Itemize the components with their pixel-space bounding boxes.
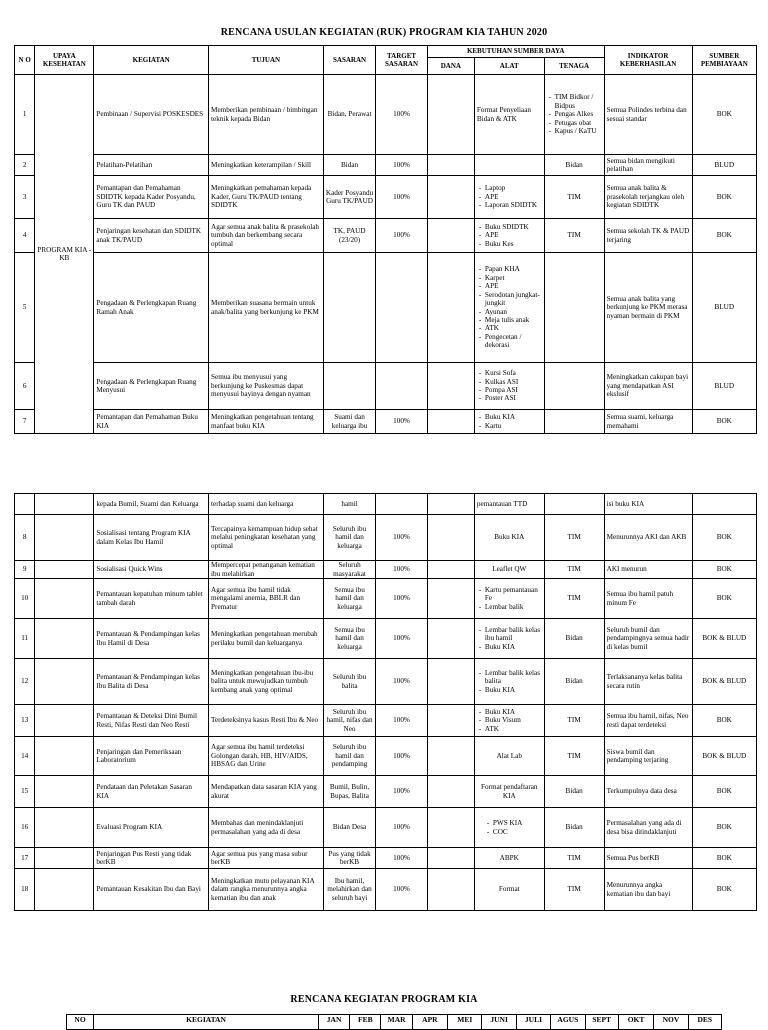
cell-kegiatan: Penjaringan dan Pemeriksaan Laboratorium bbox=[94, 737, 209, 776]
alat-item: - Kulkas ASI bbox=[485, 378, 542, 386]
cell-sasaran: Seluruh ibu hamil dan pendamping bbox=[323, 737, 376, 776]
cell-alat bbox=[474, 705, 544, 737]
cell-sumber: BOK bbox=[692, 75, 756, 155]
cell-tujuan: Memberikan suasana bermain untuk anak/balita yang berkunjung ke PKM bbox=[209, 253, 324, 363]
cell-alat: ABPK bbox=[474, 848, 544, 869]
cell-tujuan: Agar semua pus yang masa subur berKB bbox=[209, 848, 324, 869]
cell-sumber: BOK bbox=[692, 219, 756, 253]
plan-header-month: APR bbox=[412, 1015, 447, 1030]
alat-item: - APE bbox=[485, 193, 542, 201]
cell-tenaga bbox=[544, 75, 604, 155]
cell-kegiatan: Pemantapan dan Pemahaman Buku KIA bbox=[94, 410, 209, 434]
cell-no: 13 bbox=[15, 705, 35, 737]
ruk-table-page1 bbox=[14, 45, 757, 434]
cell-upaya bbox=[35, 848, 94, 869]
cell-dana bbox=[427, 410, 474, 434]
cell-target: 100% bbox=[376, 155, 427, 176]
cell-upaya: PROGRAM KIA - KB bbox=[35, 75, 94, 434]
cell-sasaran: Bidan bbox=[323, 155, 376, 176]
cell-tenaga: Bidan bbox=[544, 776, 604, 808]
table-row bbox=[15, 410, 757, 434]
cell-upaya bbox=[35, 737, 94, 776]
cell-tujuan: Meningkatkan pengetahuan tentang manfaat buku KIA bbox=[209, 410, 324, 434]
cell-kegiatan: Sosialisasi tentang Program KIA dalam Kelas Ibu Hamil bbox=[94, 515, 209, 561]
cell-tenaga: TIM bbox=[544, 737, 604, 776]
cell-kegiatan: Pemantauan kepatuhan minum tablet tambah darah bbox=[94, 579, 209, 619]
cell-sumber: BOK & BLUD bbox=[692, 659, 756, 705]
cell-no: 17 bbox=[15, 848, 35, 869]
cell-tujuan: Mendapatkan data sasaran KIA yang akurat bbox=[209, 776, 324, 808]
cell-sumber: BOK bbox=[692, 410, 756, 434]
cell-sumber: BOK bbox=[692, 515, 756, 561]
cell-upaya bbox=[35, 515, 94, 561]
cell-no bbox=[15, 494, 35, 515]
table-row bbox=[15, 176, 757, 219]
cell-dana bbox=[427, 155, 474, 176]
plan-header-month: JUNI bbox=[482, 1015, 516, 1030]
header-tujuan: TUJUAN bbox=[209, 46, 324, 75]
cell-kegiatan: Evaluasi Program KIA bbox=[94, 808, 209, 848]
cell-upaya bbox=[35, 561, 94, 579]
cell-indikator: Semua ibu hamil patuh minum Fe bbox=[604, 579, 692, 619]
alat-item: - APE bbox=[485, 282, 542, 290]
cell-alat: Buku KIA bbox=[474, 515, 544, 561]
cell-sumber: BOK & BLUD bbox=[692, 619, 756, 659]
plan-header-month: MEI bbox=[448, 1015, 482, 1030]
cell-alat: pemantauan TTD bbox=[474, 494, 544, 515]
cell-indikator: Seluruh bumil dan pendampingnya semua hadir di kelas bumil bbox=[604, 619, 692, 659]
cell-sasaran: hamil bbox=[323, 494, 376, 515]
plan-header-month: SEPT bbox=[585, 1015, 618, 1030]
cell-tujuan: Membahas dan menindaklanjuti permasalahan yang ada di desa bbox=[209, 808, 324, 848]
alat-item: - APE bbox=[485, 231, 542, 239]
cell-alat: Alat Lab bbox=[474, 737, 544, 776]
cell-target: 100% bbox=[376, 619, 427, 659]
cell-indikator: AKI menurun bbox=[604, 561, 692, 579]
cell-sumber: BOK bbox=[692, 176, 756, 219]
alat-item: - ATK bbox=[485, 324, 542, 332]
cell-no: 6 bbox=[15, 363, 35, 410]
plan-header-month: AGUS bbox=[551, 1015, 585, 1030]
cell-alat: Leaflet QW bbox=[474, 561, 544, 579]
table-row bbox=[15, 75, 757, 155]
table-row bbox=[15, 155, 757, 176]
cell-sumber: BOK bbox=[692, 869, 756, 911]
cell-dana bbox=[427, 619, 474, 659]
cell-no: 10 bbox=[15, 579, 35, 619]
cell-dana bbox=[427, 176, 474, 219]
cell-upaya bbox=[35, 808, 94, 848]
alat-item: - Karpet bbox=[485, 274, 542, 282]
cell-tenaga: TIM bbox=[544, 869, 604, 911]
cell-kegiatan: Pelatihan-Pelatihan bbox=[94, 155, 209, 176]
cell-indikator: Semua anak balita yang berkunjung ke PKM merasa nyaman bermain di PKM bbox=[604, 253, 692, 363]
table-row bbox=[15, 869, 757, 911]
cell-alat bbox=[474, 176, 544, 219]
cell-kegiatan: Penjaringan kesehatan dan SDIDTK anak TK/PAUD bbox=[94, 219, 209, 253]
cell-sasaran: Semua ibu hamil dan keluarga bbox=[323, 579, 376, 619]
alat-item: - Poster ASI bbox=[485, 394, 542, 402]
cell-tenaga: Bidan bbox=[544, 808, 604, 848]
cell-kegiatan: Pengadaan & Perlengkapan Ruang Menyusui bbox=[94, 363, 209, 410]
cell-no: 12 bbox=[15, 659, 35, 705]
table-row bbox=[15, 515, 757, 561]
cell-indikator: Siswa bumil dan pendamping terjaring bbox=[604, 737, 692, 776]
cell-dana bbox=[427, 561, 474, 579]
cell-indikator: Semua Pus berKB bbox=[604, 848, 692, 869]
cell-sasaran: Seluruh masyarakat bbox=[323, 561, 376, 579]
alat-item: - Pompa ASI bbox=[485, 386, 542, 394]
cell-sumber: BOK bbox=[692, 808, 756, 848]
cell-no: 4 bbox=[15, 219, 35, 253]
table-row bbox=[15, 363, 757, 410]
tenaga-item: - Pengas Alkes bbox=[555, 110, 602, 118]
cell-no: 8 bbox=[15, 515, 35, 561]
cell-sasaran: Kader Posyandu Guru TK/PAUD bbox=[323, 176, 376, 219]
cell-alat bbox=[474, 808, 544, 848]
header-no: N O bbox=[15, 46, 35, 75]
cell-no: 15 bbox=[15, 776, 35, 808]
cell-tenaga: Bidan bbox=[544, 619, 604, 659]
alat-item: - Lembar balik kelas ibu hamil bbox=[485, 626, 542, 643]
alat-item: - Kursi Sofa bbox=[485, 369, 542, 377]
cell-alat: Format pendaftaran KIA bbox=[474, 776, 544, 808]
cell-kegiatan: Pembinaan / Supervisi POSKESDES bbox=[94, 75, 209, 155]
cell-target: 100% bbox=[376, 705, 427, 737]
plan-header-no: NO bbox=[67, 1015, 94, 1030]
cell-tenaga bbox=[544, 410, 604, 434]
alat-item: - Papan KHA bbox=[485, 265, 542, 273]
cell-tujuan: Mempercepat penanganan kematian ibu melahirkan bbox=[209, 561, 324, 579]
cell-sumber: BLUD bbox=[692, 155, 756, 176]
cell-target: 100% bbox=[376, 561, 427, 579]
alat-item: - Serodotan jungkat-jungkit bbox=[485, 291, 542, 308]
cell-kegiatan: Pemantapan dan Pemahaman SDIDTK kepada Kader Posyandu, Guru TK dan PAUD bbox=[94, 176, 209, 219]
alat-item: - Lembar balik kelas balita bbox=[485, 669, 542, 686]
cell-kegiatan: Pemantauan & Pendampingan kelas Ibu Hamil di Desa bbox=[94, 619, 209, 659]
cell-sasaran: Bumil, Bulin, Bupas, Balita bbox=[323, 776, 376, 808]
cell-sasaran: Semua ibu hamil dan keluarga bbox=[323, 619, 376, 659]
cell-sasaran: Bidan, Perawat bbox=[323, 75, 376, 155]
cell-no: 14 bbox=[15, 737, 35, 776]
cell-upaya bbox=[35, 494, 94, 515]
cell-sasaran: Seluruh ibu balita bbox=[323, 659, 376, 705]
alat-item: - Buku KIA bbox=[485, 686, 542, 694]
alat-item: - Buku KIA bbox=[485, 708, 542, 716]
cell-target: 100% bbox=[376, 579, 427, 619]
cell-sasaran: Seluruh ibu hamil dan keluarga bbox=[323, 515, 376, 561]
cell-dana bbox=[427, 253, 474, 363]
ruk-table-page2 bbox=[14, 493, 757, 911]
table-row bbox=[15, 705, 757, 737]
cell-dana bbox=[427, 219, 474, 253]
cell-sumber bbox=[692, 494, 756, 515]
alat-item: - Laporan SDIDTK bbox=[485, 201, 542, 209]
cell-no: 18 bbox=[15, 869, 35, 911]
cell-tenaga: Bidan bbox=[544, 659, 604, 705]
cell-no: 1 bbox=[15, 75, 35, 155]
cell-target bbox=[376, 363, 427, 410]
cell-tenaga: TIM bbox=[544, 176, 604, 219]
alat-item: - PWS KIA bbox=[493, 819, 542, 827]
cell-alat bbox=[474, 253, 544, 363]
tenaga-item: - Kapus / KaTU bbox=[555, 127, 602, 135]
table-row bbox=[15, 619, 757, 659]
table-row bbox=[15, 659, 757, 705]
cell-target: 100% bbox=[376, 75, 427, 155]
cell-no: 11 bbox=[15, 619, 35, 659]
table-row bbox=[15, 579, 757, 619]
cell-alat bbox=[474, 619, 544, 659]
cell-tujuan: Meningkatkan pemahaman kepada Kader, Guru TK/PAUD tentang SDIDTK bbox=[209, 176, 324, 219]
cell-sasaran bbox=[323, 253, 376, 363]
cell-tenaga bbox=[544, 253, 604, 363]
cell-tenaga bbox=[544, 363, 604, 410]
cell-tenaga: Bidan bbox=[544, 155, 604, 176]
cell-dana bbox=[427, 75, 474, 155]
cell-tujuan: Semua ibu menyusui yang berkunjung ke Puskesmas dapat menyusui bayinya dengan nyaman bbox=[209, 363, 324, 410]
cell-no: 16 bbox=[15, 808, 35, 848]
cell-dana bbox=[427, 808, 474, 848]
cell-dana bbox=[427, 737, 474, 776]
alat-item: - Kartu bbox=[485, 422, 542, 430]
plan-table bbox=[66, 1014, 722, 1030]
cell-no: 2 bbox=[15, 155, 35, 176]
cell-target: 100% bbox=[376, 776, 427, 808]
cell-dana bbox=[427, 579, 474, 619]
cell-alat: Format Penyeliaan Bidan & ATK bbox=[474, 75, 544, 155]
cell-sumber: BLUD bbox=[692, 253, 756, 363]
cell-kegiatan: kepada Bumil, Suami dan Keluarga bbox=[94, 494, 209, 515]
table-row bbox=[15, 253, 757, 363]
header-kebutuhan: KEBUTUHAN SUMBER DAYA bbox=[427, 46, 604, 58]
cell-kegiatan: Pemantauan Kesakitan Ibu dan Bayi bbox=[94, 869, 209, 911]
cell-target: 100% bbox=[376, 410, 427, 434]
cell-kegiatan: Pemantauan & Deteksi Dini Bumil Resti, Nifas Resti dan Neo Resti bbox=[94, 705, 209, 737]
cell-target: 100% bbox=[376, 737, 427, 776]
cell-sasaran: Seluruh ibu hamil, nifas dan Neo bbox=[323, 705, 376, 737]
cell-dana bbox=[427, 363, 474, 410]
cell-target: 100% bbox=[376, 219, 427, 253]
cell-indikator: Menurunnya AKI dan AKB bbox=[604, 515, 692, 561]
cell-target: 100% bbox=[376, 808, 427, 848]
alat-item: - Buku Kes bbox=[485, 240, 542, 248]
document-title: RENCANA USULAN KEGIATAN (RUK) PROGRAM KIA TAHUN 2020 bbox=[220, 27, 548, 38]
header-upaya: UPAYA KESEHATAN bbox=[35, 46, 94, 75]
cell-indikator: isi buku KIA bbox=[604, 494, 692, 515]
cell-indikator: Semua bidan mengikuti pelatihan bbox=[604, 155, 692, 176]
table-row bbox=[15, 219, 757, 253]
plan-header-month: JULI bbox=[516, 1015, 550, 1030]
cell-indikator: Semua sekolah TK & PAUD terjaring bbox=[604, 219, 692, 253]
cell-tenaga: TIM bbox=[544, 705, 604, 737]
cell-kegiatan: Penjaringan Pus Resti yang tidak berKB bbox=[94, 848, 209, 869]
cell-dana bbox=[427, 776, 474, 808]
cell-kegiatan: Sosialisasi Quick Wins bbox=[94, 561, 209, 579]
cell-sasaran bbox=[323, 363, 376, 410]
cell-dana bbox=[427, 494, 474, 515]
plan-title: RENCANA KEGIATAN PROGRAM KIA bbox=[290, 994, 478, 1005]
cell-target: 100% bbox=[376, 515, 427, 561]
plan-header-month: MAR bbox=[381, 1015, 412, 1030]
cell-target: 100% bbox=[376, 848, 427, 869]
cell-sumber: BOK bbox=[692, 776, 756, 808]
header-alat: ALAT bbox=[474, 58, 544, 75]
cell-sumber: BLUD bbox=[692, 363, 756, 410]
cell-upaya bbox=[35, 705, 94, 737]
cell-sasaran: Bidan Desa bbox=[323, 808, 376, 848]
cell-indikator: Menurunnya angka kematian ibu dan bayi bbox=[604, 869, 692, 911]
cell-sasaran: Suami dan keluarga ibu bbox=[323, 410, 376, 434]
alat-item: - Pengecetan / dekorasi bbox=[485, 333, 542, 350]
table-row bbox=[15, 848, 757, 869]
alat-item: - Kartu pemantauan Fe bbox=[485, 586, 542, 603]
cell-alat bbox=[474, 579, 544, 619]
header-sasaran: SASARAN bbox=[323, 46, 376, 75]
tenaga-item: - TIM Bidkor / Bidpus bbox=[555, 93, 602, 110]
cell-kegiatan: Pendataan dan Peletakan Sasaran KIA bbox=[94, 776, 209, 808]
cell-kegiatan: Pemantauan & Pendampingan kelas Ibu Balita di Desa bbox=[94, 659, 209, 705]
header-target: TARGET SASARAN bbox=[376, 46, 427, 75]
cell-dana bbox=[427, 848, 474, 869]
table-row bbox=[15, 808, 757, 848]
cell-tujuan: Meningkatkan pengetahuan ibu-ibu balita untuk mewujudkan tumbuh kembang anak yang optimal bbox=[209, 659, 324, 705]
cell-sasaran: Pus yang tidak berKB bbox=[323, 848, 376, 869]
cell-sumber: BOK & BLUD bbox=[692, 737, 756, 776]
table-row bbox=[15, 737, 757, 776]
cell-dana bbox=[427, 515, 474, 561]
cell-tujuan: Meningkatkan keterampilan / Skill bbox=[209, 155, 324, 176]
cell-no: 5 bbox=[15, 253, 35, 363]
alat-item: - Buku KIA bbox=[485, 643, 542, 651]
alat-item: - ATK bbox=[485, 725, 542, 733]
plan-header-month: OKT bbox=[618, 1015, 653, 1030]
cell-target: 100% bbox=[376, 659, 427, 705]
header-dana: DANA bbox=[427, 58, 474, 75]
cell-sumber: BOK bbox=[692, 579, 756, 619]
cell-upaya bbox=[35, 869, 94, 911]
cell-tenaga: TIM bbox=[544, 848, 604, 869]
cell-target bbox=[376, 253, 427, 363]
plan-header-month: DES bbox=[688, 1015, 721, 1030]
alat-item: - Buku KIA bbox=[485, 413, 542, 421]
header-kegiatan: KEGIATAN bbox=[94, 46, 209, 75]
cell-dana bbox=[427, 659, 474, 705]
table-row-continued bbox=[15, 494, 757, 515]
alat-item: - Meja tulis anak bbox=[485, 316, 542, 324]
cell-tujuan: Meningkatkan mutu pelayanan KIA dalam rangka menurunnya angka kematian ibu dan anak bbox=[209, 869, 324, 911]
cell-indikator: Terkumpulnya data desa bbox=[604, 776, 692, 808]
cell-target: 100% bbox=[376, 869, 427, 911]
cell-no: 3 bbox=[15, 176, 35, 219]
table-row bbox=[15, 561, 757, 579]
cell-indikator: Terlaksananya kelas balita secara rutin bbox=[604, 659, 692, 705]
alat-item: - Laptop bbox=[485, 184, 542, 192]
cell-alat bbox=[474, 155, 544, 176]
cell-alat bbox=[474, 363, 544, 410]
header-tenaga: TENAGA bbox=[544, 58, 604, 75]
cell-indikator: Semua Polindes terbina dan sesuai standar bbox=[604, 75, 692, 155]
cell-indikator: Semua ibu hamil, nifas, Neo resti dapat terdeteksi bbox=[604, 705, 692, 737]
alat-item: - Buku Visum bbox=[485, 716, 542, 724]
cell-tujuan: Meningkatkan pengetahuan merubah perilaku bumil dan keluarganya bbox=[209, 619, 324, 659]
cell-tujuan: Tercapainya kemampuan hidup sehat melalui peningkatan kesehatan yang optimal bbox=[209, 515, 324, 561]
alat-item: - Lembar balik bbox=[485, 603, 542, 611]
cell-tenaga: TIM bbox=[544, 219, 604, 253]
cell-indikator: Semua anak balita & prasekolah terjangkau oleh kegiatan SDIDTK bbox=[604, 176, 692, 219]
plan-header-kegiatan: KEGIATAN bbox=[94, 1015, 319, 1030]
cell-tenaga: TIM bbox=[544, 579, 604, 619]
cell-upaya bbox=[35, 659, 94, 705]
plan-header-month: FEB bbox=[350, 1015, 381, 1030]
header-indikator: INDIKATOR KEBERHASILAN bbox=[604, 46, 692, 75]
cell-no: 7 bbox=[15, 410, 35, 434]
cell-sumber: BOK bbox=[692, 705, 756, 737]
cell-alat bbox=[474, 659, 544, 705]
cell-target: 100% bbox=[376, 176, 427, 219]
cell-tujuan: Memberikan pembinaan / bimbingan teknik kepada Bidan bbox=[209, 75, 324, 155]
cell-upaya bbox=[35, 619, 94, 659]
cell-sasaran: Ibu hamil, melahirkan dan seluruh bayi bbox=[323, 869, 376, 911]
alat-item: - Ayunan bbox=[485, 308, 542, 316]
cell-tenaga: TIM bbox=[544, 561, 604, 579]
plan-header-month: JAN bbox=[318, 1015, 349, 1030]
cell-tujuan: Agar semua ibu hamil terdeteksi Golongan darah, HB, HIV/AIDS, HBSAG dan Urine bbox=[209, 737, 324, 776]
tenaga-item: - Petugas obat bbox=[555, 119, 602, 127]
cell-indikator: Semua suami, keluarga memahami bbox=[604, 410, 692, 434]
cell-tujuan: Agar semua ibu hamil tidak mengalami anemia, BBLR dan Prematur bbox=[209, 579, 324, 619]
table-row bbox=[15, 776, 757, 808]
cell-sasaran: TK, PAUD (23/20) bbox=[323, 219, 376, 253]
cell-tujuan: Terdeteksinya kasus Resti Ibu & Neo bbox=[209, 705, 324, 737]
header-sumber: SUMBER PEMBIAYAAN bbox=[692, 46, 756, 75]
cell-kegiatan: Pengadaan & Perlengkapan Ruang Ramah Anak bbox=[94, 253, 209, 363]
cell-upaya bbox=[35, 776, 94, 808]
alat-item: - COC bbox=[493, 828, 542, 836]
cell-alat: Format bbox=[474, 869, 544, 911]
cell-sumber: BOK bbox=[692, 848, 756, 869]
cell-tenaga bbox=[544, 494, 604, 515]
cell-tujuan: terhadap suami dan keluarga bbox=[209, 494, 324, 515]
cell-sumber: BOK bbox=[692, 561, 756, 579]
cell-alat bbox=[474, 410, 544, 434]
cell-indikator: Permasalahan yang ada di desa bisa ditindaklanjuti bbox=[604, 808, 692, 848]
plan-header-month: NOV bbox=[654, 1015, 688, 1030]
cell-dana bbox=[427, 869, 474, 911]
cell-target bbox=[376, 494, 427, 515]
cell-tujuan: Agar semua anak balita & prasekolah tumbuh dan berkembang secara optimal bbox=[209, 219, 324, 253]
cell-dana bbox=[427, 705, 474, 737]
cell-alat bbox=[474, 219, 544, 253]
cell-indikator: Meningkatkan cakupan bayi yang mendapatkan ASI ekslusif bbox=[604, 363, 692, 410]
cell-tenaga: TIM bbox=[544, 515, 604, 561]
cell-no: 9 bbox=[15, 561, 35, 579]
alat-item: - Buku SDIDTK bbox=[485, 223, 542, 231]
cell-upaya bbox=[35, 579, 94, 619]
